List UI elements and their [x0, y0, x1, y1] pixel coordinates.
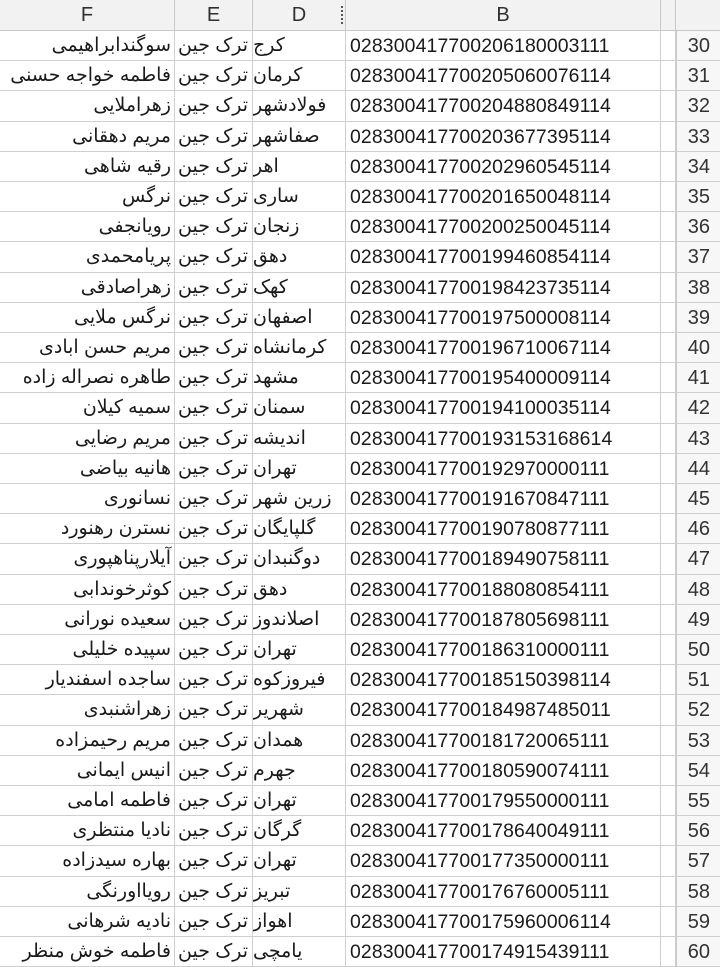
table-row	[0, 212, 720, 242]
cell-e[interactable]: ترک جین	[175, 756, 253, 786]
cell-a[interactable]	[661, 756, 676, 786]
cell-d[interactable]: کهک	[253, 273, 346, 303]
table-row	[0, 816, 720, 846]
cell-b[interactable]: 028300417700197500008114	[346, 303, 661, 333]
table-row	[0, 122, 720, 152]
cell-f[interactable]: سپیده خلیلی	[0, 635, 175, 665]
cell-e[interactable]: ترک جین	[175, 726, 253, 756]
cell-b[interactable]: 028300417700202960545114	[346, 152, 661, 182]
cell-f[interactable]: هانیه بیاضی	[0, 454, 175, 484]
cell-b[interactable]: 028300417700178640049111	[346, 816, 661, 846]
cell-e[interactable]: ترک جین	[175, 182, 253, 212]
cell-e[interactable]: ترک جین	[175, 907, 253, 937]
cell-f[interactable]: رقیه شاهی	[0, 152, 175, 182]
row-number[interactable]: 49	[676, 605, 720, 635]
cell-b[interactable]: 028300417700179550000111	[346, 786, 661, 816]
cell-a[interactable]	[661, 31, 676, 61]
cell-a[interactable]	[661, 514, 676, 544]
row-number[interactable]: 56	[676, 816, 720, 846]
cell-e[interactable]: ترک جین	[175, 544, 253, 574]
table-row	[0, 786, 720, 816]
cell-d[interactable]: فولادشهر	[253, 91, 346, 121]
table-row	[0, 333, 720, 363]
row-number[interactable]: 41	[676, 363, 720, 393]
cell-e[interactable]: ترک جین	[175, 424, 253, 454]
cell-f[interactable]: نادیه شرهانی	[0, 907, 175, 937]
cell-e[interactable]: ترک جین	[175, 454, 253, 484]
cell-d[interactable]: یامچی	[253, 937, 346, 967]
row-number[interactable]: 50	[676, 635, 720, 665]
cell-f[interactable]: سمیه کیلان	[0, 393, 175, 423]
column-header-bar	[0, 0, 720, 31]
row-number[interactable]: 37	[676, 242, 720, 272]
cell-b[interactable]: 028300417700194100035114	[346, 393, 661, 423]
cell-a[interactable]	[661, 122, 676, 152]
cell-f[interactable]: نسانوری	[0, 484, 175, 514]
row-number[interactable]: 60	[676, 937, 720, 967]
cell-f[interactable]: آیلارپناهپوری	[0, 544, 175, 574]
cell-a[interactable]	[661, 695, 676, 725]
cell-a[interactable]	[661, 786, 676, 816]
cell-e[interactable]: ترک جین	[175, 152, 253, 182]
cell-a[interactable]	[661, 877, 676, 907]
row-number[interactable]: 31	[676, 61, 720, 91]
cell-d[interactable]: دهق	[253, 242, 346, 272]
cell-b[interactable]: 028300417700198423735114	[346, 273, 661, 303]
table-row	[0, 635, 720, 665]
cell-e[interactable]: ترک جین	[175, 91, 253, 121]
cell-a[interactable]	[661, 242, 676, 272]
table-row	[0, 575, 720, 605]
cell-b[interactable]: 028300417700177350000111	[346, 846, 661, 876]
cell-a[interactable]	[661, 91, 676, 121]
row-number[interactable]: 30	[676, 31, 720, 61]
row-number[interactable]: 36	[676, 212, 720, 242]
table-row	[0, 907, 720, 937]
cell-d[interactable]: اندیشه	[253, 424, 346, 454]
cell-d[interactable]: تهران	[253, 454, 346, 484]
cell-d[interactable]: کرمان	[253, 61, 346, 91]
cell-e[interactable]: ترک جین	[175, 484, 253, 514]
table-row	[0, 877, 720, 907]
cell-b[interactable]: 028300417700204880849114	[346, 91, 661, 121]
row-number[interactable]: 39	[676, 303, 720, 333]
cell-d[interactable]: سمنان	[253, 393, 346, 423]
cell-e[interactable]: ترک جین	[175, 605, 253, 635]
cell-b[interactable]: 028300417700184987485011	[346, 695, 661, 725]
column-header-a[interactable]	[661, 0, 676, 30]
table-row	[0, 61, 720, 91]
cell-d[interactable]: تهران	[253, 786, 346, 816]
cell-f[interactable]: فاطمه امامی	[0, 786, 175, 816]
cell-b[interactable]: 028300417700186310000111	[346, 635, 661, 665]
row-number[interactable]: 38	[676, 273, 720, 303]
cell-b[interactable]: 028300417700206180003111	[346, 31, 661, 61]
row-number[interactable]: 45	[676, 484, 720, 514]
cell-a[interactable]	[661, 726, 676, 756]
cell-f[interactable]: مریم دهقانی	[0, 122, 175, 152]
table-row	[0, 605, 720, 635]
cell-e[interactable]: ترک جین	[175, 695, 253, 725]
cell-f[interactable]: سوگندابراهیمی	[0, 31, 175, 61]
cell-a[interactable]	[661, 907, 676, 937]
cell-b[interactable]: 028300417700195400009114	[346, 363, 661, 393]
table-row	[0, 756, 720, 786]
cell-b[interactable]: 028300417700193153168614	[346, 424, 661, 454]
cell-d[interactable]: صفاشهر	[253, 122, 346, 152]
row-number[interactable]: 33	[676, 122, 720, 152]
cell-a[interactable]	[661, 937, 676, 967]
row-number[interactable]: 32	[676, 91, 720, 121]
cell-a[interactable]	[661, 182, 676, 212]
cell-b[interactable]: 028300417700189490758111	[346, 544, 661, 574]
row-number[interactable]: 58	[676, 877, 720, 907]
cell-b[interactable]: 028300417700205060076114	[346, 61, 661, 91]
cell-e[interactable]: ترک جین	[175, 393, 253, 423]
cell-b[interactable]: 028300417700187805698111	[346, 605, 661, 635]
column-header-f[interactable]: F	[0, 0, 175, 30]
column-resize-handle[interactable]	[341, 6, 346, 24]
row-number[interactable]: 53	[676, 726, 720, 756]
cell-b[interactable]: 028300417700176760005111	[346, 877, 661, 907]
cell-b[interactable]: 028300417700200250045114	[346, 212, 661, 242]
column-header-b[interactable]: B	[346, 0, 661, 30]
cell-b[interactable]: 028300417700175960006114	[346, 907, 661, 937]
corner-header[interactable]	[676, 0, 720, 30]
row-number[interactable]: 42	[676, 393, 720, 423]
cell-e[interactable]: ترک جین	[175, 816, 253, 846]
row-number[interactable]: 52	[676, 695, 720, 725]
cell-d[interactable]: زرین شهر	[253, 484, 346, 514]
cell-d[interactable]: اهر	[253, 152, 346, 182]
cell-e[interactable]: ترک جین	[175, 273, 253, 303]
cell-f[interactable]: رویااورنگی	[0, 877, 175, 907]
cell-a[interactable]	[661, 575, 676, 605]
cell-a[interactable]	[661, 544, 676, 574]
cell-f[interactable]: زهراشنبدی	[0, 695, 175, 725]
cell-f[interactable]: مریم رضایی	[0, 424, 175, 454]
cell-f[interactable]: پریامحمدی	[0, 242, 175, 272]
table-row	[0, 544, 720, 574]
cell-d[interactable]: دهق	[253, 575, 346, 605]
cell-f[interactable]: رویانجفی	[0, 212, 175, 242]
cell-e[interactable]: ترک جین	[175, 635, 253, 665]
row-number[interactable]: 55	[676, 786, 720, 816]
cell-a[interactable]	[661, 303, 676, 333]
cell-d[interactable]: مشهد	[253, 363, 346, 393]
cell-e[interactable]: ترک جین	[175, 242, 253, 272]
row-number[interactable]: 46	[676, 514, 720, 544]
row-number[interactable]: 59	[676, 907, 720, 937]
cell-b[interactable]: 028300417700203677395114	[346, 122, 661, 152]
cell-b[interactable]: 028300417700185150398114	[346, 665, 661, 695]
table-row	[0, 695, 720, 725]
row-number[interactable]: 48	[676, 575, 720, 605]
cell-f[interactable]: زهراملایی	[0, 91, 175, 121]
cell-e[interactable]: ترک جین	[175, 122, 253, 152]
cell-f[interactable]: زهراصادقی	[0, 273, 175, 303]
table-row	[0, 393, 720, 423]
cell-a[interactable]	[661, 424, 676, 454]
cell-f[interactable]: ساجده اسفندیار	[0, 665, 175, 695]
table-row	[0, 846, 720, 876]
cell-e[interactable]: ترک جین	[175, 575, 253, 605]
cell-d[interactable]: همدان	[253, 726, 346, 756]
cell-f[interactable]: مریم رحیمزاده	[0, 726, 175, 756]
cell-e[interactable]: ترک جین	[175, 333, 253, 363]
cell-e[interactable]: ترک جین	[175, 61, 253, 91]
cell-f[interactable]: سعیده نورانی	[0, 605, 175, 635]
cell-a[interactable]	[661, 393, 676, 423]
row-number[interactable]: 43	[676, 424, 720, 454]
table-row	[0, 363, 720, 393]
cell-d[interactable]: کرج	[253, 31, 346, 61]
cell-e[interactable]: ترک جین	[175, 212, 253, 242]
cell-e[interactable]: ترک جین	[175, 514, 253, 544]
table-row	[0, 665, 720, 695]
cell-e[interactable]: ترک جین	[175, 665, 253, 695]
cell-f[interactable]: طاهره نصراله زاده	[0, 363, 175, 393]
cell-b[interactable]: 028300417700199460854114	[346, 242, 661, 272]
cell-d[interactable]: اصلاندوز	[253, 605, 346, 635]
column-header-d[interactable]: D	[253, 0, 346, 30]
cell-f[interactable]: نرگس ملایی	[0, 303, 175, 333]
cell-b[interactable]: 028300417700180590074111	[346, 756, 661, 786]
cell-a[interactable]	[661, 273, 676, 303]
cell-a[interactable]	[661, 212, 676, 242]
row-number[interactable]: 54	[676, 756, 720, 786]
cell-d[interactable]: دوگنبدان	[253, 544, 346, 574]
table-row	[0, 514, 720, 544]
cell-f[interactable]: کوثرخوندابی	[0, 575, 175, 605]
cell-e[interactable]: ترک جین	[175, 937, 253, 967]
cell-d[interactable]: جهرم	[253, 756, 346, 786]
cell-b[interactable]: 028300417700190780877111	[346, 514, 661, 544]
cell-b[interactable]: 028300417700196710067114	[346, 333, 661, 363]
cell-d[interactable]: زنجان	[253, 212, 346, 242]
table-row	[0, 91, 720, 121]
cell-d[interactable]: تهران	[253, 846, 346, 876]
cell-d[interactable]: شهریر	[253, 695, 346, 725]
cell-d[interactable]: اهواز	[253, 907, 346, 937]
cell-d[interactable]: گرگان	[253, 816, 346, 846]
row-number[interactable]: 35	[676, 182, 720, 212]
cell-a[interactable]	[661, 333, 676, 363]
row-number[interactable]: 44	[676, 454, 720, 484]
cell-b[interactable]: 028300417700181720065111	[346, 726, 661, 756]
cell-a[interactable]	[661, 665, 676, 695]
cell-a[interactable]	[661, 152, 676, 182]
cell-d[interactable]: گلپایگان	[253, 514, 346, 544]
cell-b[interactable]: 028300417700191670847111	[346, 484, 661, 514]
row-number[interactable]: 40	[676, 333, 720, 363]
cell-e[interactable]: ترک جین	[175, 846, 253, 876]
table-row	[0, 182, 720, 212]
cell-d[interactable]: اصفهان	[253, 303, 346, 333]
cell-a[interactable]	[661, 363, 676, 393]
cell-a[interactable]	[661, 454, 676, 484]
cell-f[interactable]: نرگس	[0, 182, 175, 212]
cell-e[interactable]: ترک جین	[175, 363, 253, 393]
table-row	[0, 454, 720, 484]
cell-b[interactable]: 028300417700201650048114	[346, 182, 661, 212]
cell-d[interactable]: کرمانشاه	[253, 333, 346, 363]
cell-f[interactable]: انیس ایمانی	[0, 756, 175, 786]
cell-a[interactable]	[661, 484, 676, 514]
cell-b[interactable]: 028300417700192970000111	[346, 454, 661, 484]
cell-f[interactable]: فاطمه خوش منظر	[0, 937, 175, 967]
cell-f[interactable]: فاطمه خواجه حسنی	[0, 61, 175, 91]
cell-a[interactable]	[661, 846, 676, 876]
row-number[interactable]: 47	[676, 544, 720, 574]
cell-b[interactable]: 028300417700188080854111	[346, 575, 661, 605]
cell-e[interactable]: ترک جین	[175, 877, 253, 907]
cell-f[interactable]: نسترن رهنورد	[0, 514, 175, 544]
cell-a[interactable]	[661, 635, 676, 665]
table-row	[0, 303, 720, 333]
table-row	[0, 273, 720, 303]
row-number[interactable]: 51	[676, 665, 720, 695]
cell-d[interactable]: ساری	[253, 182, 346, 212]
table-row	[0, 726, 720, 756]
cell-d[interactable]: فیروزکوه	[253, 665, 346, 695]
cell-f[interactable]: نادیا منتظری	[0, 816, 175, 846]
row-number[interactable]: 57	[676, 846, 720, 876]
cell-d[interactable]: تبریز	[253, 877, 346, 907]
cell-b[interactable]: 028300417700174915439111	[346, 937, 661, 967]
column-header-e[interactable]: E	[175, 0, 253, 30]
cell-d[interactable]: تهران	[253, 635, 346, 665]
table-row	[0, 937, 720, 967]
table-row	[0, 152, 720, 182]
cell-a[interactable]	[661, 605, 676, 635]
table-row	[0, 424, 720, 454]
cell-e[interactable]: ترک جین	[175, 31, 253, 61]
cell-f[interactable]: مریم حسن ابادی	[0, 333, 175, 363]
row-number[interactable]: 34	[676, 152, 720, 182]
cell-f[interactable]: بهاره سیدزاده	[0, 846, 175, 876]
table-row	[0, 484, 720, 514]
table-row	[0, 31, 720, 61]
cell-a[interactable]	[661, 61, 676, 91]
table-row	[0, 242, 720, 272]
cell-e[interactable]: ترک جین	[175, 786, 253, 816]
cell-e[interactable]: ترک جین	[175, 303, 253, 333]
cell-a[interactable]	[661, 816, 676, 846]
